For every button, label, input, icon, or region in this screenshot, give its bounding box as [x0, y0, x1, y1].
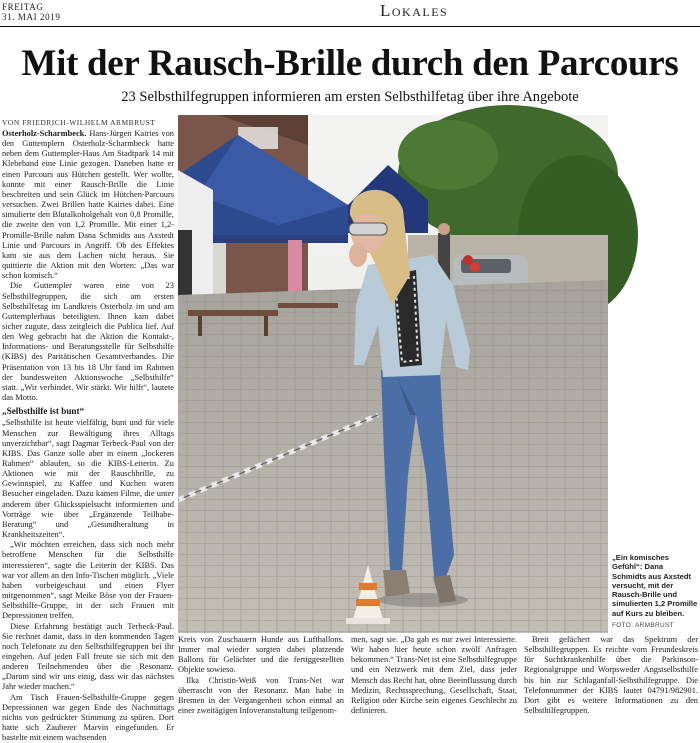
- paragraph: „Wir möchten erreichen, dass sich noch mehr betroffene Menschen für die Selbsthilfe interessieren“, sagte die Leiterin der KIBS. Das war vor allem an den Info-Tischen möglich. „Viele haben vorbeigeschaut und einen Flyer mitgenommen“, sagt Meike Böse von der Frauen-Selbsthilfe-Gruppe, in der sich Frauen mit Depressionen treffen.: [2, 540, 174, 621]
- caption-text: „Ein komisches Gefühl“: Dana Schmidts aus Axstedt versucht, mit der Rausch-Brille und simulierten 1,2 Promille auf Kurs zu bleiben.: [612, 553, 698, 618]
- paragraph: „Selbsthilfe ist heute vielfältig, bunt und für viele Menschen zur Bewältigung ihres Alltags unverzichtbar“, sagt Dagmar Terbeck-Paul von der KIBS. Das Ganze solle aber in einem „lockeren Rahmen“ ablaufen, so die KIBS-Leiterin. Zu Aktionen wie mit der Rauschbrille, zu Gewinnspiel, zu Kaffee und Kuchen waren Besucher eingeladen. Dazu kamen Filme, die unter anderem über Glücksspielsucht informierten und Vorträge wie über „Ergänzende Teilhabe-Beratung“ und „Gesundheraltung in Krankheitszeiten“.: [2, 418, 174, 540]
- photo-illustration: [178, 115, 608, 633]
- header-rule: [0, 26, 700, 27]
- paragraph: Ilka Christin-Weiß von Trans-Net war überrascht von der Resonanz. Man habe in Bremen in der Vergangenheit schon einmal an einer zweitägigen Infoveranstaltung teilgenom-: [178, 675, 344, 716]
- article-subheading: „Selbsthilfe ist bunt“: [2, 406, 85, 417]
- article-column-3: [351, 635, 517, 732]
- paragraph: Breit gefächert war das Spektrum der Selbsthilfegruppen. Es reichte vom Freundeskreis für Suchtkrankenhilfe über die Parkinson-Regionalgruppe und Worpsweder Angstselbsthilfe bis hin zur Schlaganfall-Selbsthilfegruppe. Die Telefonnummer der KIBS lautet 04791/982901. Dort gibt es weitere Informationen zu den Selbsthilfegruppen.: [524, 635, 698, 716]
- article-photo: [178, 115, 608, 633]
- issue-date: [2, 2, 60, 22]
- paragraph: Am Tisch Frauen-Selbsthilfe-Gruppe gegen Depressionen war gegen Ende des Nachmittags nichts von gedrückter Stimmung zu spüren. Dort hatte sich Zauberer Marvin eingefunden. Er bastelte mit einem wachsenden: [2, 692, 174, 743]
- date: 31. MAI 2019: [2, 12, 61, 22]
- photo-credit: FOTO: ARMBRUST: [612, 622, 674, 630]
- paragraph: Osterholz-Scharmbeck. Hans-Jürgen Kairies von den Guttemplern Osterholz-Scharmbeck hatte neben dem Guttempler-Haus Am Stadtpark 14 mit Klebeband eine Linie gezogen. Daneben hatte er einen Parcours aus Hütchen gestellt. Wer wollte, konnte mit einer Rausch-Brille die Linie beschreiten und sein Glück im Hütchen-Parcours versuchen. Zwei Brillen hatte Kairies dabei. Eine simulierte den Blutalkoholgehalt von 0,8 Promille, die zweite den von 1,2 Promille. Mit einer 1,2-Promille-Brille nahm Dana Schmidts aus Axstedt Linie und Parcours in Angriff. Ob des Effektes kam sie aus dem Lachen nicht heraus. Sie quittierte die Aktion mit den Worten: „Das war schon komisch.“: [2, 129, 174, 281]
- article-column-2: [178, 635, 344, 732]
- subheadline: 23 Selbsthilfegruppen informieren am ersten Selbsthilfetag über ihre Angebote: [121, 89, 579, 105]
- article-column-4: [524, 635, 698, 732]
- section-title: Lokales: [380, 1, 449, 20]
- article-column-1: [2, 129, 174, 743]
- weekday: FREITAG: [2, 2, 44, 12]
- paragraph: men, sagt sie. „Da gab es nur zwei Interessierte. Wir haben hier heute schon zwölf Anfragen bekommen.“ Trans-Net ist eine Selbsthilfegruppe und ein Netzwerk mit dem Ziel, dass jeder Mensch das Recht hat, ohne Beeinflussung durch Medizin, Rechtssprechung, Gesellschaft, Staat, Religion oder Kirche sein eigenes Geschlecht zu definieren.: [351, 635, 517, 716]
- paragraph: Die Guttempler waren eine von 23 Selbsthilfegruppen, die sich am ersten Selbsthilfetag im Landkreis Osterholz im und am Guttemplerhaus beteiligten. Ihnen kam dabei sicher zugute, dass zeitgleich die Publica lief. Auf den Weg gebracht hat die Aktion die Kontakt-, Informations- und Beratungsstelle für Selbsthilfe (KIBS) des Paritätischen Gesamtverbandes. Die Präsentation von 13 bis 18 Uhr fand im Rahmen der bundesweiten Aktionswoche „Selbsthilfe“ statt. „Wir verbindet. Wir stärkt. Wir hilft“, lautete das Motto.: [2, 281, 174, 403]
- byline: VON FRIEDRICH-WILHELM ARMBRUST: [2, 118, 156, 127]
- dateline: Osterholz-Scharmbeck.: [2, 129, 87, 138]
- paragraph: Diese Erfahrung bestätigt auch Terbeck-Paul. Sie rechnet damit, dass in den kommenden Tagen noch Telefonate zu den Selbsthilfegruppen bei ihr eingehen. Auf jeden Fall freute sie sich mit den anderen Teilnehmenden über die Resonanz. „Darum sind wir uns einig, dass wir das nächstes Jahr wieder machen.“: [2, 621, 174, 692]
- photo-caption: [612, 553, 698, 630]
- headline: Mit der Rausch-Brille durch den Parcours: [21, 43, 679, 84]
- paragraph: Kreis von Zuschauern Hunde aus Luftballons. Immer mal wieder sorgten dabei platzende Ballons für Gelächter und die fertiggestellten Objekte sowieso.: [178, 635, 344, 675]
